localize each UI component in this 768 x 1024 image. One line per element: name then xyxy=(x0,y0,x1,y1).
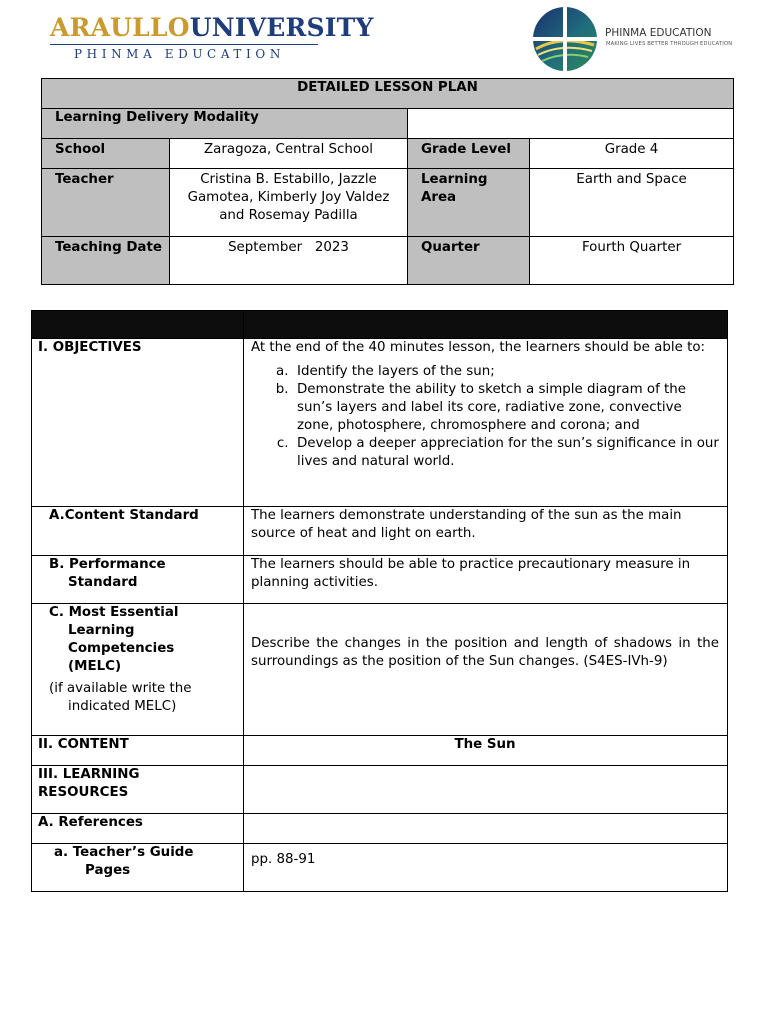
phinma-tagline: MAKING LIVES BETTER THROUGH EDUCATION xyxy=(606,41,733,47)
university-name-main: ARAULLO xyxy=(50,13,190,42)
learning-resources-label: III. LEARNING RESOURCES xyxy=(32,766,244,814)
melc-label-2: Learning xyxy=(68,623,135,638)
performance-standard-row xyxy=(32,556,728,604)
teachers-guide-value: pp. 88-91 xyxy=(244,844,728,892)
teacher-value: Cristina B. Estabillo, Jazzle Gamotea, Kimberly Joy Valdez and Rosemay Padilla xyxy=(170,169,408,237)
araullo-university-logo xyxy=(50,13,374,61)
melc-row xyxy=(32,604,728,736)
content-standard-value: The learners demonstrate understanding of the sun as the main source of heat and light on earth. xyxy=(244,507,728,556)
table-header-row xyxy=(32,311,728,339)
lesson-info-table xyxy=(41,78,734,285)
performance-standard-label: B. Performance xyxy=(49,557,166,572)
content-standard-letter: A. xyxy=(49,508,65,523)
content-label: II. CONTENT xyxy=(32,736,244,766)
learning-resources-row xyxy=(32,766,728,814)
phinma-emblem-icon xyxy=(530,5,600,73)
learning-resources-value xyxy=(244,766,728,814)
teaching-date-label: Teaching Date xyxy=(42,237,170,285)
school-value: Zaragoza, Central School xyxy=(170,139,408,169)
teachers-guide-label: a. Teacher’s Guide xyxy=(54,845,194,860)
grade-level-label: Grade Level xyxy=(408,139,530,169)
objectives-list xyxy=(251,363,719,471)
melc-label-3: Competencies xyxy=(68,641,175,656)
university-name-second: UNIVERSITY xyxy=(189,13,374,42)
content-standard-row xyxy=(32,507,728,556)
references-value xyxy=(244,814,728,844)
performance-standard-value: The learners should be able to practice precautionary measure in planning activities. xyxy=(244,556,728,604)
objectives-label: I. OBJECTIVES xyxy=(32,339,244,507)
phinma-brand-text: PHINMA EDUCATION xyxy=(605,27,712,39)
references-label: A. References xyxy=(32,814,244,844)
quarter-label: Quarter xyxy=(408,237,530,285)
melc-value: Describe the changes in the position and length of shadows in the surroundings as the position of the Sun changes. (S4ES-IVh-9) xyxy=(244,604,728,736)
objective-item: a. Identify the layers of the sun; xyxy=(297,363,719,381)
university-subtitle: PHINMA EDUCATION xyxy=(74,47,285,61)
melc-cell xyxy=(32,604,244,736)
university-name xyxy=(50,13,374,42)
melc-label: C. Most Essential xyxy=(49,605,179,620)
melc-label-4: (MELC) xyxy=(68,659,122,674)
teaching-date-value: September 2023 xyxy=(170,237,408,285)
content-row xyxy=(32,736,728,766)
content-value: The Sun xyxy=(244,736,728,766)
learning-area-value: Earth and Space xyxy=(530,169,734,237)
phinma-education-logo xyxy=(530,5,733,73)
content-standard-cell xyxy=(32,507,244,556)
objectives-content xyxy=(244,339,728,507)
lesson-plan-title: DETAILED LESSON PLAN xyxy=(42,79,734,109)
learning-area-label: Learning Area xyxy=(408,169,530,237)
content-standard-label: Content Standard xyxy=(64,508,199,523)
header-cell-left xyxy=(32,311,244,339)
objectives-intro: At the end of the 40 minutes lesson, the learners should be able to: xyxy=(251,340,706,355)
objective-item: c. Develop a deeper appreciation for the sun’s significance in our lives and natural world. xyxy=(297,435,719,471)
school-label: School xyxy=(42,139,170,169)
modality-label: Learning Delivery Modality xyxy=(42,109,408,139)
performance-standard-label-2: Standard xyxy=(68,575,138,590)
teachers-guide-row xyxy=(32,844,728,892)
teachers-guide-label-2: Pages xyxy=(85,863,131,878)
objectives-row xyxy=(32,339,728,507)
logo-divider xyxy=(50,44,318,45)
references-row xyxy=(32,814,728,844)
grade-level-value: Grade 4 xyxy=(530,139,734,169)
melc-note: (if available write the xyxy=(49,681,192,696)
teacher-label: Teacher xyxy=(42,169,170,237)
header-cell-right xyxy=(244,311,728,339)
objective-item: b. Demonstrate the ability to sketch a simple diagram of the sun’s layers and label its core, radiative zone, convective zone, photosphere, chromosphere and corona; and xyxy=(297,381,719,435)
lesson-plan-table xyxy=(31,310,728,892)
teachers-guide-cell xyxy=(32,844,244,892)
modality-value xyxy=(408,109,734,139)
quarter-value: Fourth Quarter xyxy=(530,237,734,285)
performance-standard-cell xyxy=(32,556,244,604)
melc-note-2: indicated MELC) xyxy=(68,699,177,714)
